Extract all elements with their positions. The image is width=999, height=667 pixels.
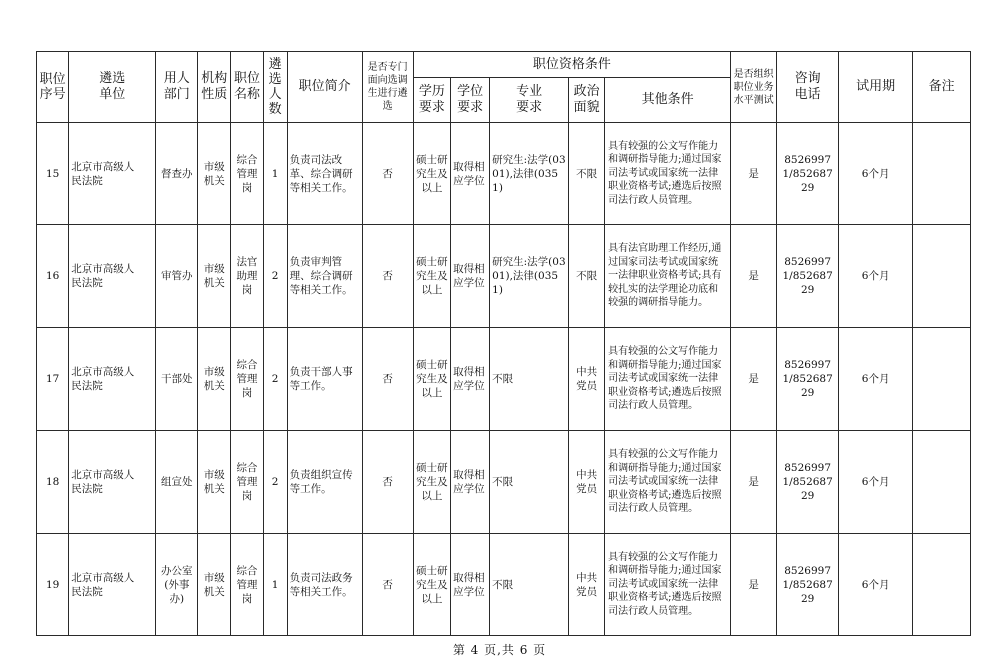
header-test: 是否组织职位业务水平测试	[731, 52, 777, 123]
cell-probation: 6个月	[839, 225, 913, 328]
cell-remarks	[913, 328, 971, 431]
cell-major: 不限	[490, 534, 569, 636]
cell-political: 不限	[569, 123, 605, 225]
header-phone: 咨询电话	[777, 52, 839, 123]
cell-political: 中共党员	[569, 328, 605, 431]
cell-intro: 负责司法改革、综合调研等相关工作。	[287, 123, 362, 225]
cell-test: 是	[731, 328, 777, 431]
cell-probation: 6个月	[839, 123, 913, 225]
position-table	[36, 51, 971, 636]
cell-other: 具有较强的公文写作能力和调研指导能力;通过国家司法考试或国家统一法律职业资格考试;遴选后按照司法行政人员管理。	[605, 534, 731, 636]
cell-seq: 16	[37, 225, 69, 328]
header-education: 学历要求	[413, 78, 451, 123]
cell-degree: 取得相应学位	[451, 534, 490, 636]
cell-unit: 北京市高级人民法院	[69, 123, 156, 225]
cell-education: 硕士研究生及以上	[413, 534, 451, 636]
cell-seq: 19	[37, 534, 69, 636]
page-number: 第 4 页,共 6 页	[452, 643, 547, 657]
cell-dept: 干部处	[156, 328, 198, 431]
cell-org-type: 市级机关	[198, 534, 231, 636]
cell-count: 1	[263, 123, 287, 225]
cell-degree: 取得相应学位	[451, 225, 490, 328]
cell-intro: 负责司法政务等相关工作。	[287, 534, 362, 636]
header-org-type: 机构性质	[198, 52, 231, 123]
cell-probation: 6个月	[839, 431, 913, 534]
cell-major: 不限	[490, 328, 569, 431]
header-qualifications: 职位资格条件	[413, 52, 731, 78]
cell-org-type: 市级机关	[198, 123, 231, 225]
cell-test: 是	[731, 225, 777, 328]
cell-political: 不限	[569, 225, 605, 328]
cell-intro: 负责干部人事等工作。	[287, 328, 362, 431]
table-row	[37, 225, 971, 328]
header-political: 政治面貌	[569, 78, 605, 123]
cell-test: 是	[731, 123, 777, 225]
cell-intro: 负责审判管理、综合调研等相关工作。	[287, 225, 362, 328]
cell-position: 综合管理岗	[231, 431, 263, 534]
cell-directed: 否	[362, 328, 413, 431]
cell-education: 硕士研究生及以上	[413, 328, 451, 431]
header-major: 专业要求	[490, 78, 569, 123]
cell-seq: 15	[37, 123, 69, 225]
cell-other: 具有较强的公文写作能力和调研指导能力;通过国家司法考试或国家统一法律职业资格考试;遴选后按照司法行政人员管理。	[605, 431, 731, 534]
header-seq: 职位序号	[37, 52, 69, 123]
cell-major: 不限	[490, 431, 569, 534]
header-count: 遴选人数	[263, 52, 287, 123]
cell-education: 硕士研究生及以上	[413, 225, 451, 328]
cell-phone: 85269971/85268729	[777, 225, 839, 328]
cell-dept: 审管办	[156, 225, 198, 328]
cell-probation: 6个月	[839, 534, 913, 636]
cell-probation: 6个月	[839, 328, 913, 431]
header-position: 职位名称	[231, 52, 263, 123]
cell-directed: 否	[362, 431, 413, 534]
cell-directed: 否	[362, 123, 413, 225]
header-dept: 用人部门	[156, 52, 198, 123]
cell-org-type: 市级机关	[198, 328, 231, 431]
cell-count: 1	[263, 534, 287, 636]
cell-org-type: 市级机关	[198, 225, 231, 328]
cell-remarks	[913, 431, 971, 534]
cell-count: 2	[263, 328, 287, 431]
cell-intro: 负责组织宣传等工作。	[287, 431, 362, 534]
cell-seq: 18	[37, 431, 69, 534]
cell-dept: 办公室(外事办)	[156, 534, 198, 636]
cell-org-type: 市级机关	[198, 431, 231, 534]
cell-count: 2	[263, 225, 287, 328]
cell-phone: 85269971/85268729	[777, 123, 839, 225]
cell-dept: 督查办	[156, 123, 198, 225]
cell-remarks	[913, 225, 971, 328]
cell-remarks	[913, 123, 971, 225]
cell-other: 具有较强的公文写作能力和调研指导能力;通过国家司法考试或国家统一法律职业资格考试;遴选后按照司法行政人员管理。	[605, 123, 731, 225]
table-row	[37, 431, 971, 534]
cell-education: 硕士研究生及以上	[413, 431, 451, 534]
cell-political: 中共党员	[569, 534, 605, 636]
cell-directed: 否	[362, 225, 413, 328]
cell-directed: 否	[362, 534, 413, 636]
header-unit: 遴选单位	[69, 52, 156, 123]
cell-degree: 取得相应学位	[451, 431, 490, 534]
cell-position: 法官助理岗	[231, 225, 263, 328]
cell-degree: 取得相应学位	[451, 123, 490, 225]
cell-phone: 85269971/85268729	[777, 534, 839, 636]
cell-unit: 北京市高级人民法院	[69, 534, 156, 636]
cell-unit: 北京市高级人民法院	[69, 225, 156, 328]
cell-other: 具有较强的公文写作能力和调研指导能力;通过国家司法考试或国家统一法律职业资格考试;遴选后按照司法行政人员管理。	[605, 328, 731, 431]
cell-education: 硕士研究生及以上	[413, 123, 451, 225]
header-probation: 试用期	[839, 52, 913, 123]
cell-count: 2	[263, 431, 287, 534]
cell-seq: 17	[37, 328, 69, 431]
cell-position: 综合管理岗	[231, 534, 263, 636]
cell-major: 研究生:法学(0301),法律(0351)	[490, 225, 569, 328]
cell-position: 综合管理岗	[231, 328, 263, 431]
cell-degree: 取得相应学位	[451, 328, 490, 431]
header-remarks: 备注	[913, 52, 971, 123]
cell-major: 研究生:法学(0301),法律(0351)	[490, 123, 569, 225]
cell-position: 综合管理岗	[231, 123, 263, 225]
cell-phone: 85269971/85268729	[777, 431, 839, 534]
cell-unit: 北京市高级人民法院	[69, 431, 156, 534]
cell-test: 是	[731, 534, 777, 636]
cell-political: 中共党员	[569, 431, 605, 534]
cell-unit: 北京市高级人民法院	[69, 328, 156, 431]
header-directed: 是否专门面向选调生进行遴选	[362, 52, 413, 123]
cell-test: 是	[731, 431, 777, 534]
cell-remarks	[913, 534, 971, 636]
cell-other: 具有法官助理工作经历,通过国家司法考试或国家统一法律职业资格考试;具有较扎实的法学理论功底和较强的调研指导能力。	[605, 225, 731, 328]
cell-dept: 组宣处	[156, 431, 198, 534]
table-row	[37, 328, 971, 431]
table-row	[37, 123, 971, 225]
cell-phone: 85269971/85268729	[777, 328, 839, 431]
header-degree: 学位要求	[451, 78, 490, 123]
table-row	[37, 534, 971, 636]
header-other: 其他条件	[605, 78, 731, 123]
header-intro: 职位简介	[287, 52, 362, 123]
